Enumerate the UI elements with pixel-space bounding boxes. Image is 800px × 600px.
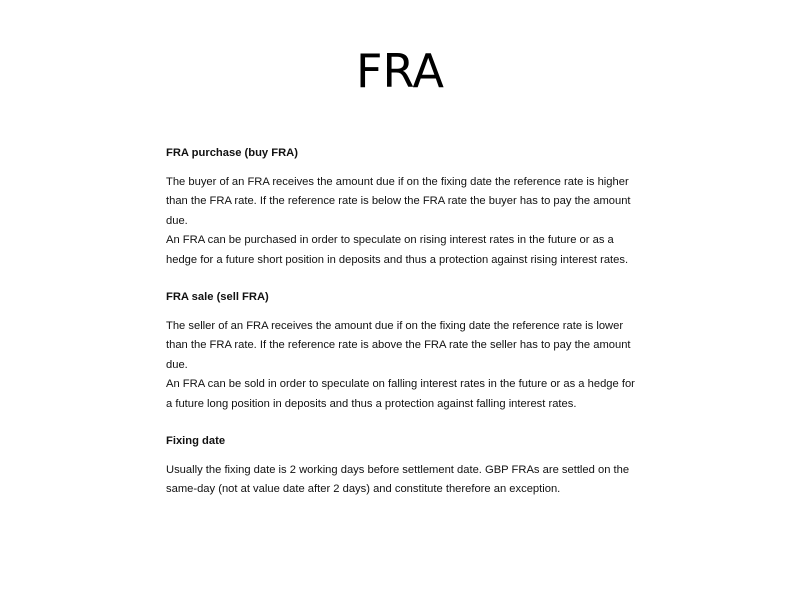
paragraph: The seller of an FRA receives the amount due if on the fixing date the reference rate is lower than the FRA rate. If the reference rate is above the FRA rate the seller has to pay the amount due. (166, 320, 631, 371)
section-heading: FRA sale (sell FRA) (166, 291, 269, 304)
section-fra-purchase (166, 144, 636, 270)
paragraph: An FRA can be purchased in order to speculate on rising interest rates in the future or as a hedge for a future short position in deposits and thus a protection against rising interest rates. (166, 234, 629, 266)
section-fra-sale (166, 288, 636, 414)
paragraph: The buyer of an FRA receives the amount due if on the fixing date the reference rate is higher than the FRA rate. If the reference rate is below the FRA rate the buyer has to pay the amount due. (166, 176, 631, 227)
section-fixing-date (166, 432, 636, 500)
paragraph: An FRA can be sold in order to speculate on falling interest rates in the future or as a hedge for a future long position in deposits and thus a protection against falling interest rates. (166, 378, 635, 410)
section-heading: Fixing date (166, 435, 226, 448)
document-body (166, 144, 636, 518)
slide-title: FRA (355, 44, 445, 98)
section-heading: FRA purchase (buy FRA) (166, 147, 298, 159)
paragraph: Usually the fixing date is 2 working days before settlement date. GBP FRAs are settled on the same-day (not at value date after 2 days) and constitute therefore an exception. (166, 464, 630, 496)
